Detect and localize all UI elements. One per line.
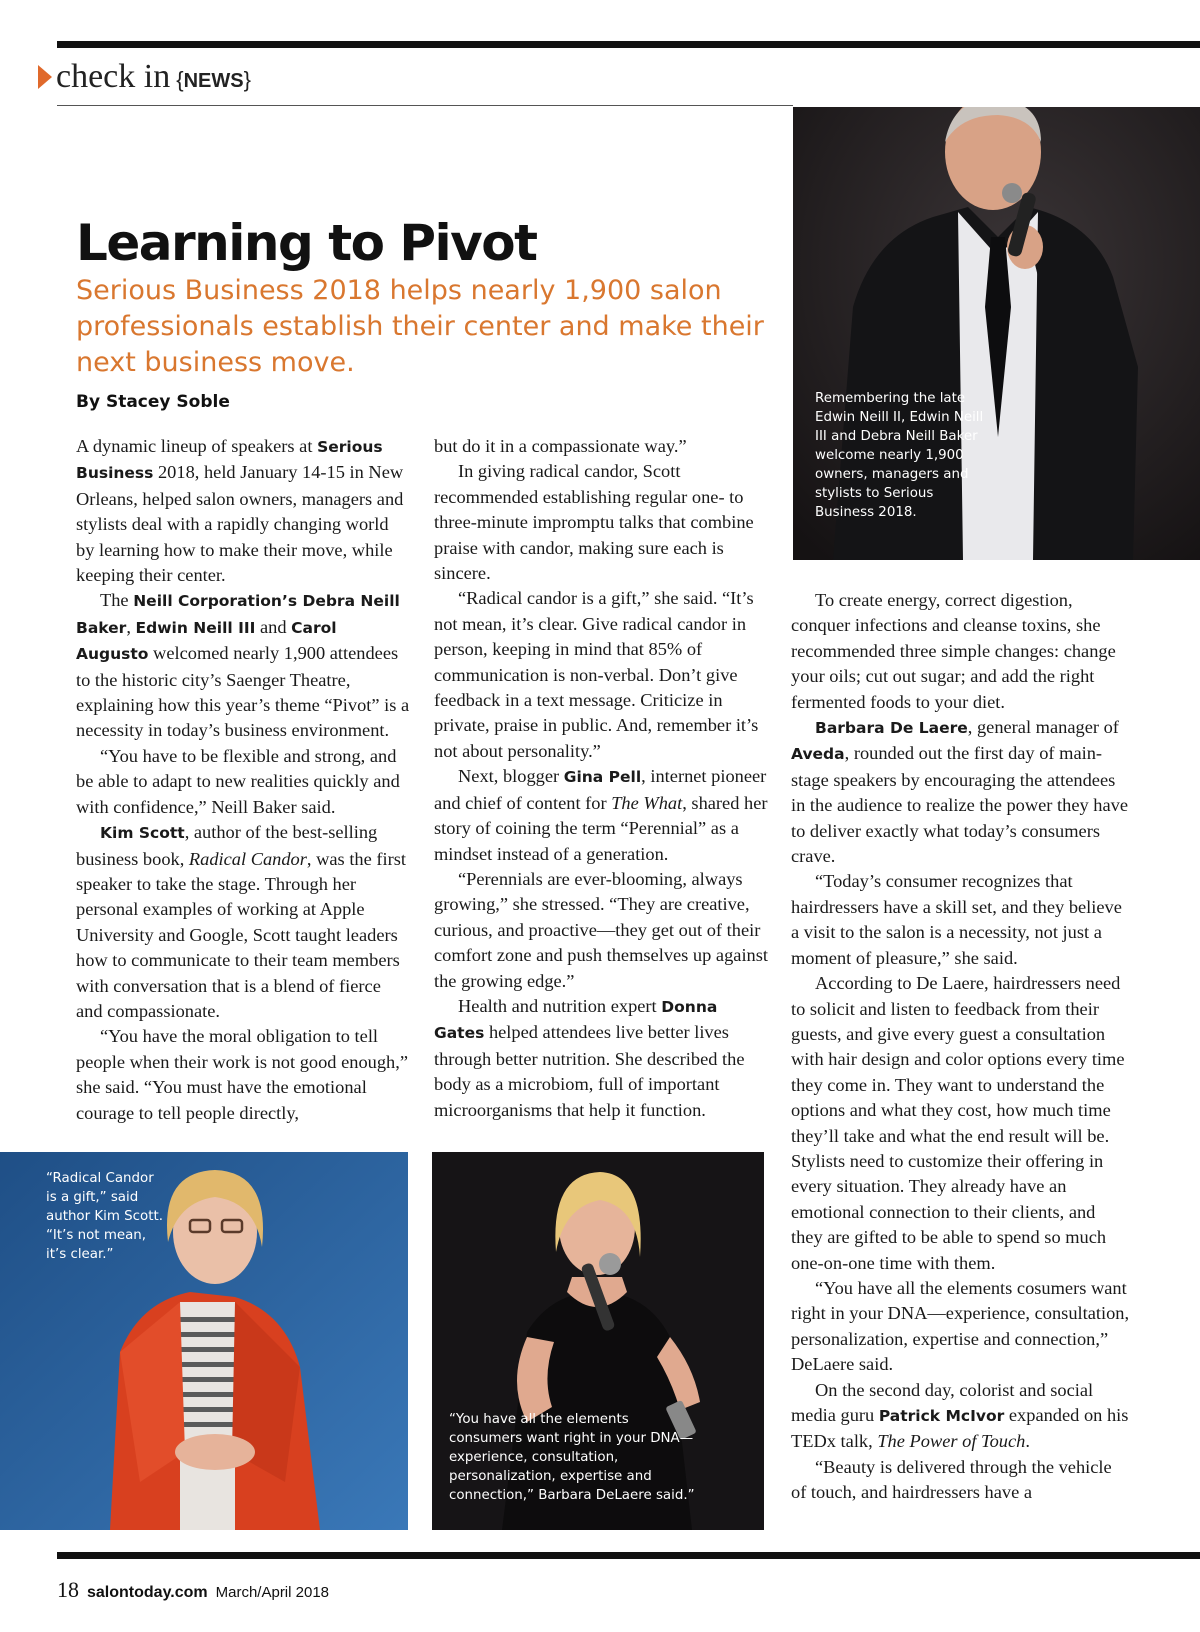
paragraph xyxy=(76,434,411,588)
paragraph: but do it in a compassionate way.” xyxy=(434,436,687,456)
paragraph: “You have to be flexible and strong, and be able to adapt to new realities quickly and with confidence,” Neill Baker said. xyxy=(76,745,400,817)
site-name: salontoday.com xyxy=(87,1584,208,1601)
body-column-2 xyxy=(434,434,770,1123)
speaker-photo xyxy=(793,107,1200,560)
text-run: , xyxy=(126,616,136,637)
bold-name: Donna Gates xyxy=(434,997,718,1043)
text-run: , rounded out the first day of main-stage speakers by encouraging the attendees in the audience to realize the power they have to deliver exactly what today’s consumers crave. xyxy=(791,743,1129,867)
text-run: A dynamic lineup of speakers at xyxy=(76,436,318,456)
bold-name: Serious Business xyxy=(76,438,383,483)
body-column-3 xyxy=(791,588,1131,1506)
paragraph xyxy=(791,715,1131,869)
arrow-icon xyxy=(38,65,52,89)
italic-title: The Power of Touch xyxy=(877,1431,1026,1452)
bold-name: Aveda xyxy=(791,745,845,764)
bold-name: Barbara De Laere xyxy=(815,719,968,738)
paragraph xyxy=(434,994,770,1123)
paragraph: “Radical candor is a gift,” she said. “It’s not mean, it’s clear. Give radical candor in person, keeping in mind that 85% of communication is non-verbal. Don’t give feedback in a text message. Criticize in private, praise in public. And, remember it’s not about personality.” xyxy=(434,588,759,761)
article-deck: Serious Business 2018 helps nearly 1,900 salon professionals establish their center and make their next business move. xyxy=(76,275,764,378)
paragraph: In giving radical candor, Scott recommended establishing regular one- to three-minute impromptu talks that combine praise with candor, making sure each is sincere. xyxy=(434,461,754,584)
page-number: 18 xyxy=(57,1577,79,1602)
bold-name: Patrick McIvor xyxy=(878,1407,1005,1425)
text-run: expanded on his TEDx talk, xyxy=(791,1405,1129,1452)
text-run: helped attendees live better lives through better nutrition. She described the body as a microbiom, full of important microorganisms that help it function. xyxy=(434,1022,745,1120)
issue-date: March/April 2018 xyxy=(215,1584,330,1601)
text-run: Next, blogger xyxy=(458,766,564,787)
top-rule xyxy=(57,41,1200,48)
paragraph: “You have all the elements cosumers want right in your DNA—experience, consultation, personalization, expertise and connection,” DeLaere said. xyxy=(791,1277,1130,1375)
paragraph xyxy=(76,820,411,1024)
paragraph: “You have the moral obligation to tell people when their work is not good enough,” she said. “You must have the emotional courage to tell people directly, xyxy=(76,1026,408,1123)
italic-title: The What xyxy=(611,792,683,813)
body-column-1 xyxy=(76,434,411,1126)
page-footer xyxy=(57,1577,329,1603)
bottom-rule xyxy=(57,1552,1200,1559)
bold-name: Carol Augusto xyxy=(76,618,337,664)
paragraph: According to De Laere, hairdressers need to solicit and listen to feedback from their guests, and give every guest a consultation with hair design and color options every time they come in. They want to understand the options and what they cost, how much time they’ll take and what the end result will be. Stylists need to customize their offering in every situation. They already have an emotional connection to their clients, and they are gifted to be able to spend so much one-on-one time with them. xyxy=(791,973,1125,1273)
speaker-caption: Remembering the late Edwin Neill II, Edwin Neill III and Debra Neill Baker welcome nearly 1,900 owners, managers and stylists to Serious Business 2018. xyxy=(815,391,984,520)
paragraph xyxy=(76,588,411,743)
text-run: welcomed nearly 1,900 attendees to the historic city’s Saenger Theatre, explaining how this year’s theme “Pivot” is a necessity in today’s business environment. xyxy=(76,643,410,741)
text-run: The xyxy=(100,590,134,611)
section-name: check in xyxy=(56,58,171,95)
section-tag: {NEWS} xyxy=(176,67,251,92)
paragraph: “Perennials are ever-blooming, always growing,” she stressed. “They are creative, curious, and proactive—they get out of their comfort zone and push themselves up against the growing edge.” xyxy=(434,868,769,991)
paragraph xyxy=(791,1378,1131,1455)
bold-name: Kim Scott xyxy=(100,824,185,843)
text-run: , author of the best-selling business book, xyxy=(76,822,378,869)
text-run: , was the first speaker to take the stage. Through her personal examples of working at Apple University and Google, Scott taught leaders how to communicate to their team members with conversation that is a blend of fierce and compassionate. xyxy=(76,848,407,1021)
italic-title: Radical Candor xyxy=(188,848,307,869)
delaere-caption: “You have all the elements consumers want right in your DNA—experience, consultation, personalization, expertise and connection,” Barbara DeLaere said.” xyxy=(449,1412,695,1503)
bold-name: Gina Pell xyxy=(563,768,642,787)
text-run: , shared her story of coining the term “Perennial” as a mindset instead of a generation. xyxy=(434,792,768,864)
section-header xyxy=(38,58,251,96)
article-title: Learning to Pivot xyxy=(76,214,537,272)
text-run: , general manager of xyxy=(967,717,1119,738)
kim-scott-caption: “Radical Candor is a gift,” said author Kim Scott. “It’s not mean, it’s clear.” xyxy=(46,1171,163,1262)
text-run: , internet pioneer and chief of content for xyxy=(434,766,767,813)
bold-name: Edwin Neill III xyxy=(135,618,256,637)
text-run: . xyxy=(1025,1431,1030,1452)
delaere-photo xyxy=(432,1152,764,1530)
text-run: On the second day, colorist and social media guru xyxy=(791,1379,1094,1425)
header-rule xyxy=(57,105,793,106)
paragraph xyxy=(434,764,770,867)
text-run: 2018, held January 14-15 in New Orleans, helped salon owners, managers and stylists deal with a rapidly changing world by learning how to make their move, while keeping their center. xyxy=(76,462,404,586)
byline: By Stacey Soble xyxy=(76,392,230,412)
kim-scott-photo xyxy=(0,1152,408,1530)
paragraph: “Beauty is delivered through the vehicle of touch, and hairdressers have a xyxy=(791,1456,1112,1503)
paragraph: “Today’s consumer recognizes that hairdressers have a skill set, and they believe a visit to the salon is a necessity, not just a moment of pleasure,” she said. xyxy=(791,871,1122,968)
bold-name: Neill Corporation’s Debra Neill Baker xyxy=(76,592,400,637)
text-run: Health and nutrition expert xyxy=(458,995,662,1016)
section-tag-text: NEWS xyxy=(183,70,244,92)
text-run: and xyxy=(255,616,292,637)
paragraph: To create energy, correct digestion, conquer infections and cleanse toxins, she recommended three simple changes: change your oils; cut out sugar; and add the right fermented foods to your diet. xyxy=(791,590,1116,712)
